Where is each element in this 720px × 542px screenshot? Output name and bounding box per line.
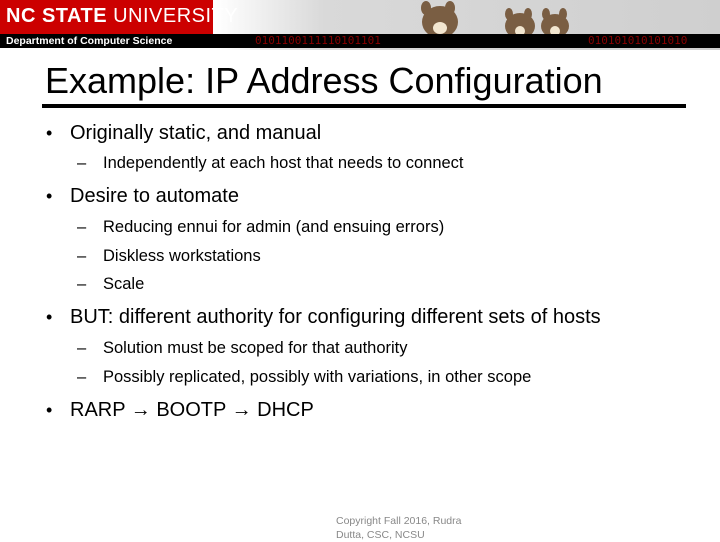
- bullet-dot-icon: •: [46, 123, 53, 143]
- binary-decoration-right: 010101010101010: [588, 34, 688, 47]
- arrow-right-icon: →: [130, 399, 151, 421]
- dash-icon: –: [77, 154, 87, 172]
- bullet-text: BUT: different authority for configuring different sets of hosts: [70, 306, 601, 328]
- protocol-dhcp: DHCP: [257, 399, 314, 421]
- sub-bullet-text: Scale: [103, 275, 145, 293]
- slide-title: Example: IP Address Configuration: [45, 60, 603, 101]
- bullet-item: [46, 184, 239, 208]
- bullet-dot-icon: •: [46, 400, 53, 420]
- dash-icon: –: [77, 275, 87, 293]
- protocol-rarp: RARP: [70, 399, 126, 421]
- university-name-light: UNIVERSITY: [113, 5, 239, 27]
- binary-decoration-left: 0101100111110101101: [255, 34, 381, 47]
- dash-icon: –: [77, 218, 87, 236]
- sub-bullet-text: Solution must be scoped for that authority: [103, 339, 408, 357]
- dash-icon: –: [77, 368, 87, 386]
- department-name: Department of Computer Science: [6, 35, 173, 47]
- sub-bullet-item: [77, 338, 408, 358]
- sub-bullet-text: Independently at each host that needs to connect: [103, 154, 464, 172]
- sub-bullet-item: [77, 217, 445, 237]
- bullet-item: [46, 398, 314, 422]
- bullet-item: [46, 305, 601, 329]
- sub-bullet-item: [77, 153, 464, 173]
- bullet-text: Desire to automate: [70, 185, 239, 207]
- copyright-footer: Copyright Fall 2016, Rudra Dutta, CSC, NCSU: [336, 515, 462, 541]
- arrow-right-icon: →: [231, 399, 252, 421]
- dash-icon: –: [77, 247, 87, 265]
- university-name-bold: NC STATE: [6, 5, 108, 27]
- bullet-text: Originally static, and manual: [70, 122, 322, 144]
- sub-bullet-item: [77, 246, 261, 266]
- bullet-item: [46, 121, 322, 145]
- bullet-dot-icon: •: [46, 186, 53, 206]
- sub-bullet-text: Diskless workstations: [103, 247, 261, 265]
- protocol-bootp: BOOTP: [156, 399, 226, 421]
- sub-bullet-text: Reducing ennui for admin (and ensuing errors): [103, 218, 445, 236]
- bullet-dot-icon: •: [46, 307, 53, 327]
- sub-bullet-item: [77, 274, 145, 294]
- sub-bullet-item: [77, 367, 532, 387]
- sub-bullet-text: Possibly replicated, possibly with variations, in other scope: [103, 368, 532, 386]
- dash-icon: –: [77, 339, 87, 357]
